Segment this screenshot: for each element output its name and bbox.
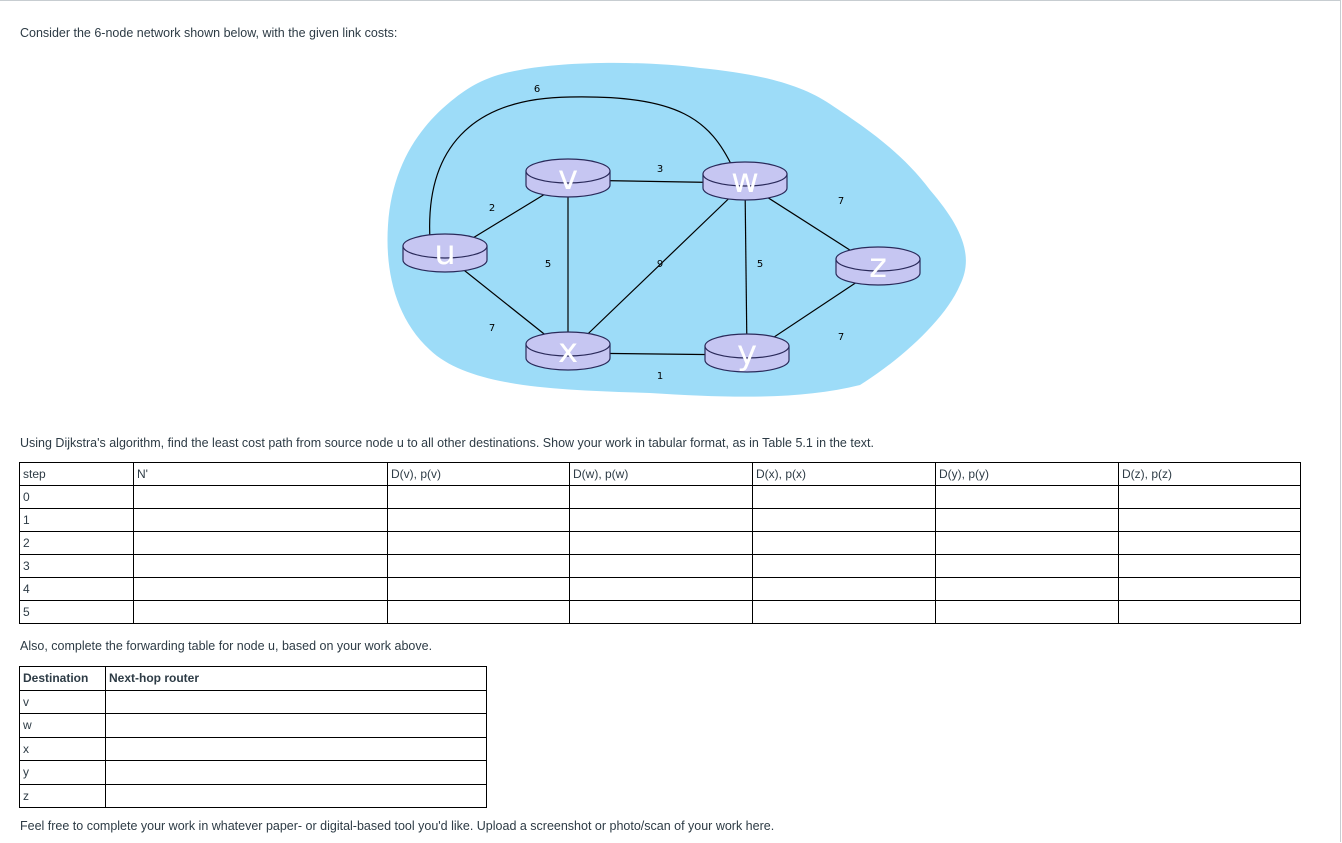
dijkstra-row — [20, 601, 1301, 624]
dijkstra-table — [19, 462, 1301, 624]
answer-cell — [936, 578, 1119, 601]
answer-cell — [134, 601, 388, 624]
answer-cell — [1119, 532, 1301, 555]
link-cost-y-z: 7 — [837, 332, 845, 343]
answer-cell — [570, 486, 753, 509]
answer-cell — [1119, 601, 1301, 624]
answer-cell — [1119, 509, 1301, 532]
forwarding-row — [20, 761, 487, 785]
header-n-prime: N' — [134, 463, 388, 486]
answer-cell — [1119, 555, 1301, 578]
dijkstra-row — [20, 532, 1301, 555]
answer-cell — [388, 601, 570, 624]
link-cost-u-x: 7 — [488, 323, 496, 334]
next-hop-cell — [106, 784, 487, 808]
footer-text: Feel free to complete your work in whatever paper- or digital-based tool you'd like. Upload a screenshot or photo/scan of your work here. — [20, 819, 775, 833]
router-y — [705, 333, 789, 373]
link-cost-u-v: 2 — [488, 203, 496, 214]
answer-cell — [134, 555, 388, 578]
router-x — [526, 331, 610, 371]
link-cost-u-w: 6 — [533, 84, 541, 95]
header-dy: D(y), p(y) — [936, 463, 1119, 486]
dijkstra-header-row — [20, 463, 1301, 486]
answer-cell — [753, 486, 936, 509]
link-cost-v-w: 3 — [656, 164, 664, 175]
answer-cell — [388, 509, 570, 532]
answer-cell — [134, 532, 388, 555]
router-v — [526, 158, 610, 198]
destination-cell: y — [20, 761, 106, 785]
forwarding-intro-text: Also, complete the forwarding table for node u, based on your work above. — [20, 639, 433, 653]
answer-cell — [753, 601, 936, 624]
intro-text: Consider the 6-node network shown below, with the given link costs: — [20, 26, 398, 40]
answer-cell — [388, 486, 570, 509]
link-cost-x-w: 9 — [656, 259, 664, 270]
answer-cell — [134, 509, 388, 532]
answer-cell — [134, 486, 388, 509]
router-label-u: u — [434, 233, 456, 273]
router-label-y: y — [736, 333, 758, 373]
header-next-hop: Next-hop router — [106, 667, 487, 691]
link-cost-w-y: 5 — [756, 259, 764, 270]
answer-cell — [936, 555, 1119, 578]
header-destination: Destination — [20, 667, 106, 691]
forwarding-row — [20, 714, 487, 738]
answer-cell — [570, 532, 753, 555]
network-diagram — [385, 62, 975, 400]
step-cell: 5 — [20, 601, 134, 624]
forwarding-header-row — [20, 667, 487, 691]
header-dz: D(z), p(z) — [1119, 463, 1301, 486]
next-hop-cell — [106, 690, 487, 714]
answer-cell — [753, 532, 936, 555]
destination-cell: v — [20, 690, 106, 714]
answer-cell — [753, 555, 936, 578]
next-hop-cell — [106, 714, 487, 738]
step-cell: 1 — [20, 509, 134, 532]
answer-cell — [134, 578, 388, 601]
answer-cell — [1119, 578, 1301, 601]
step-cell: 3 — [20, 555, 134, 578]
dijkstra-row — [20, 486, 1301, 509]
step-cell: 2 — [20, 532, 134, 555]
answer-cell — [936, 509, 1119, 532]
destination-cell: w — [20, 714, 106, 738]
answer-cell — [570, 578, 753, 601]
link-cost-v-x: 5 — [544, 259, 552, 270]
dijkstra-row — [20, 555, 1301, 578]
forwarding-row — [20, 784, 487, 808]
header-dw: D(w), p(w) — [570, 463, 753, 486]
step-cell: 0 — [20, 486, 134, 509]
router-label-x: x — [557, 331, 579, 371]
answer-cell — [1119, 486, 1301, 509]
forwarding-row — [20, 690, 487, 714]
answer-cell — [388, 578, 570, 601]
destination-cell: z — [20, 784, 106, 808]
link-cost-x-y: 1 — [656, 371, 664, 382]
answer-cell — [570, 601, 753, 624]
header-step: step — [20, 463, 134, 486]
answer-cell — [936, 486, 1119, 509]
header-dx: D(x), p(x) — [753, 463, 936, 486]
router-label-w: w — [731, 161, 759, 201]
forwarding-row — [20, 737, 487, 761]
link-cost-w-z: 7 — [837, 196, 845, 207]
router-w — [703, 161, 787, 201]
header-dv: D(v), p(v) — [388, 463, 570, 486]
step-cell: 4 — [20, 578, 134, 601]
forwarding-table — [19, 666, 487, 808]
next-hop-cell — [106, 737, 487, 761]
answer-cell — [388, 532, 570, 555]
answer-cell — [753, 509, 936, 532]
network-cloud — [387, 63, 965, 397]
destination-cell: x — [20, 737, 106, 761]
router-u — [403, 233, 487, 273]
answer-cell — [570, 555, 753, 578]
answer-cell — [753, 578, 936, 601]
router-label-z: z — [869, 246, 887, 286]
router-z — [836, 246, 920, 286]
next-hop-cell — [106, 761, 487, 785]
router-label-v: v — [557, 158, 579, 198]
answer-cell — [936, 601, 1119, 624]
answer-cell — [570, 509, 753, 532]
answer-cell — [936, 532, 1119, 555]
dijkstra-row — [20, 509, 1301, 532]
answer-cell — [388, 555, 570, 578]
question-text: Using Dijkstra's algorithm, find the least cost path from source node u to all other destinations. Show your work in tabular format, as in Table 5.1 in the text. — [20, 436, 874, 450]
dijkstra-row — [20, 578, 1301, 601]
